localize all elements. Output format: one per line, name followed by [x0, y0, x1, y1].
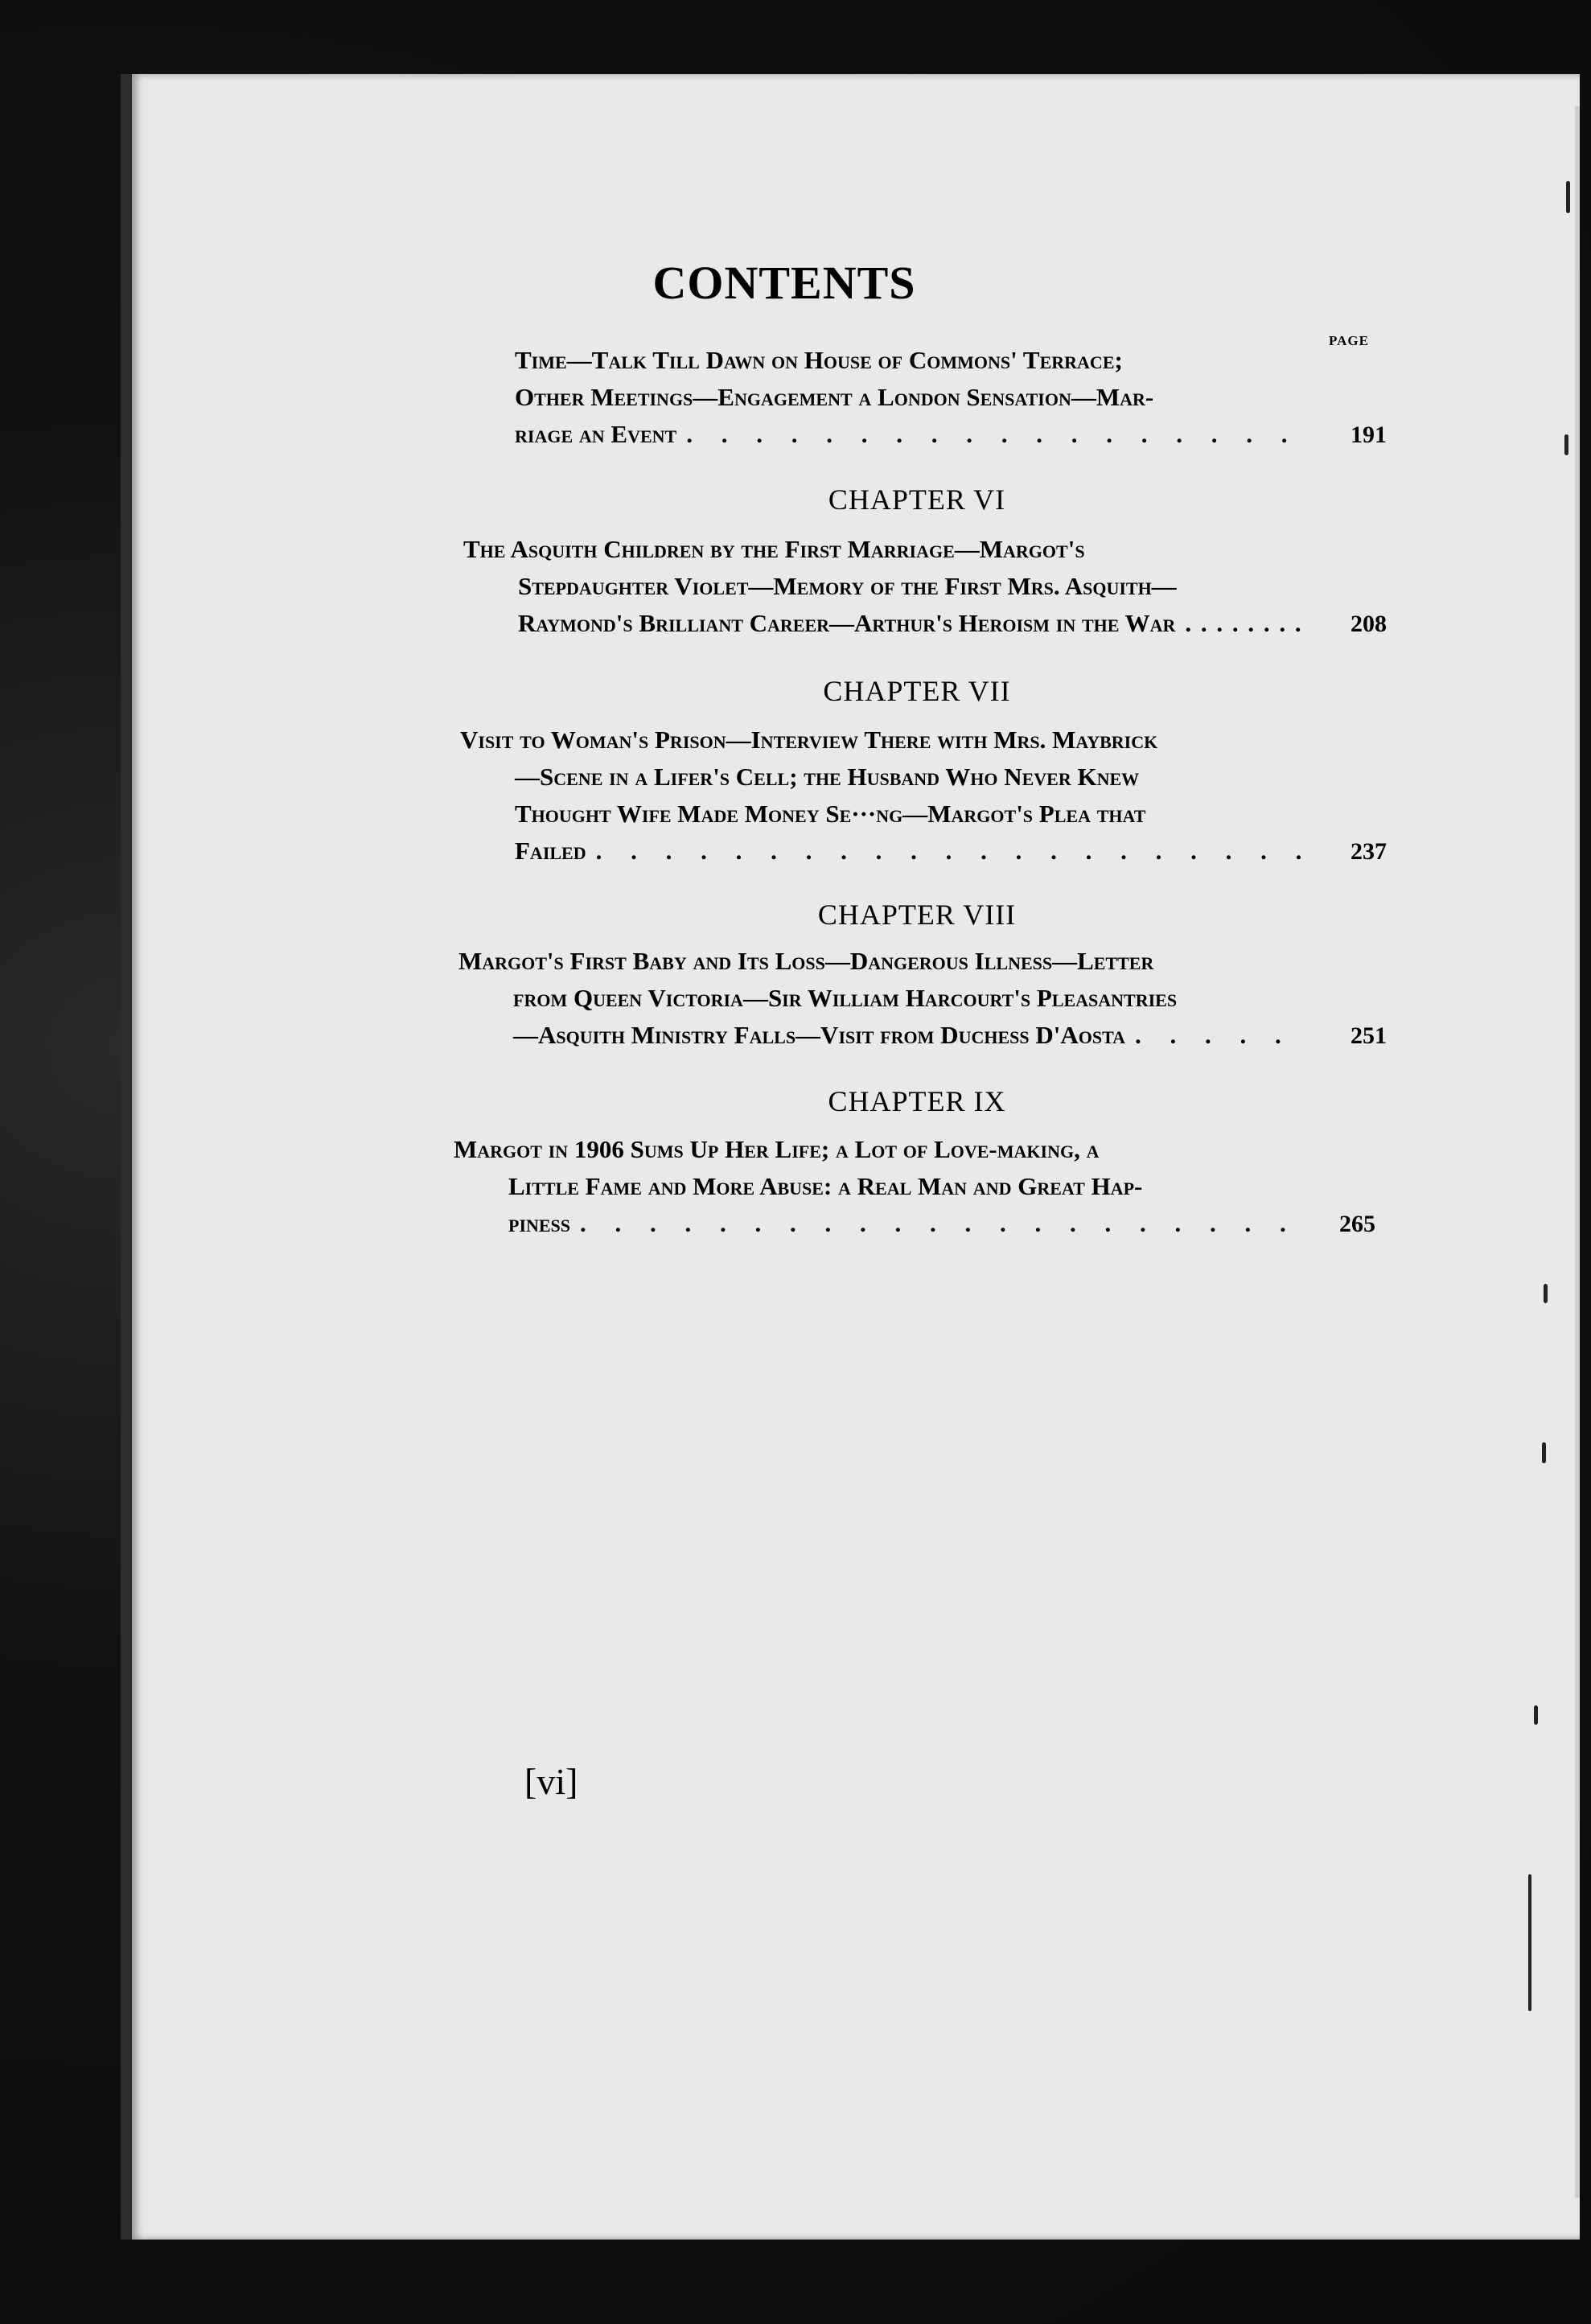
page-folio: [vi]: [524, 1761, 578, 1802]
page-number: 237: [1350, 838, 1387, 865]
dot-leader: [1135, 1017, 1306, 1054]
scan-mark: [1564, 434, 1568, 455]
chapter-heading: CHAPTER VII: [823, 675, 1011, 707]
chapter-heading: CHAPTER VIII: [817, 899, 1017, 931]
chapter-heading: CHAPTER VI: [828, 483, 1006, 516]
toc-entry: [460, 722, 1387, 870]
toc-entry: [458, 943, 1387, 1055]
scan-mark: [1534, 1705, 1538, 1725]
page-title: CONTENTS: [652, 257, 916, 309]
chapter-heading: CHAPTER IX: [828, 1085, 1006, 1117]
dot-leader: [596, 833, 1306, 870]
entry-line: riage an Event: [515, 420, 677, 448]
entry-line: Other Meetings—Engagement a London Sensation—Mar-: [515, 383, 1154, 411]
page-number: 208: [1350, 611, 1387, 637]
entry-last-line: [460, 833, 1387, 870]
entry-line: Thought Wife Made Money Se···ng—Margot's Plea that: [515, 800, 1146, 828]
entry-last-line: [454, 1205, 1375, 1243]
page-column-label: PAGE: [1329, 333, 1369, 348]
scan-mark: [1528, 1874, 1531, 2011]
entry-line: Margot in 1906 Sums Up Her Life; a Lot of Love-making, a: [454, 1135, 1100, 1163]
entry-last-line: [463, 605, 1387, 643]
entry-line: Stepdaughter Violet—Memory of the First Mrs. Asquith—: [518, 572, 1177, 600]
page-number: 191: [1350, 422, 1387, 448]
toc-entry: [515, 342, 1387, 454]
entry-line: Visit to Woman's Prison—Interview There with Mrs. Maybrick: [460, 726, 1158, 754]
entry-last-line: [458, 1017, 1387, 1055]
entry-line: Margot's First Baby and Its Loss—Dangerous Illness—Letter: [458, 947, 1154, 975]
page-number: 251: [1350, 1022, 1387, 1049]
entry-line: piness: [508, 1209, 571, 1237]
entry-last-line: [515, 416, 1387, 454]
scan-mark: [1542, 1442, 1546, 1463]
entry-line: from Queen Victoria—Sir William Harcourt's Pleasantries: [513, 984, 1178, 1012]
entry-line: Raymond's Brilliant Career—Arthur's Heroism in the War: [518, 609, 1176, 637]
dot-leader: [686, 416, 1306, 453]
toc-entry: [454, 1131, 1375, 1243]
toc-entry: [463, 531, 1387, 643]
page-edge: [1575, 106, 1580, 2198]
dot-leader: [580, 1205, 1295, 1242]
entry-line: —Scene in a Lifer's Cell; the Husband Who Never Knew: [515, 763, 1140, 791]
dot-leader: [1185, 605, 1306, 642]
scan-mark: [1566, 181, 1570, 213]
page-number: 265: [1339, 1211, 1375, 1237]
entry-line: —Asquith Ministry Falls—Visit from Duchess D'Aosta: [513, 1021, 1126, 1049]
entry-line: Little Fame and More Abuse: a Real Man and Great Hap-: [508, 1172, 1143, 1200]
scan-mark: [1544, 1284, 1548, 1303]
entry-line: The Asquith Children by the First Marriage—Margot's: [463, 535, 1085, 563]
entry-line: Time—Talk Till Dawn on House of Commons' Terrace;: [515, 346, 1123, 374]
entry-line: Failed: [515, 837, 586, 865]
